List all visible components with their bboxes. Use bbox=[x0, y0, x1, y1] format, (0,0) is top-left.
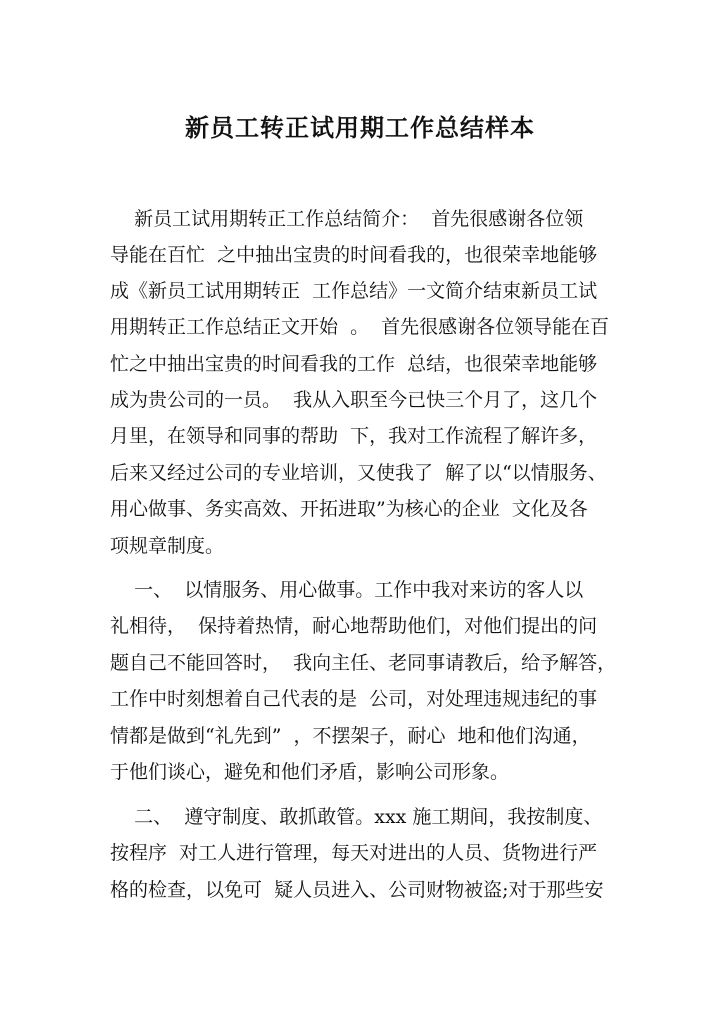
document-title: 新员工转正试用期工作总结样本 bbox=[185, 114, 535, 142]
body-line: 用期转正工作总结正文开始 。 首先很感谢各位领导能在百 bbox=[110, 316, 610, 338]
body-line: 导能在百忙 之中抽出宝贵的时间看我的，也很荣幸地能够 bbox=[110, 244, 598, 266]
body-line: 于他们谈心，避免和他们矛盾，影响公司形象。 bbox=[110, 761, 510, 783]
body-line: 格的检查，以免可 疑人员进入、公司财物被盗;对于那些安 bbox=[110, 879, 604, 901]
body-line: 题自己不能回答时， 我向主任、老同事请教后，给予解答， bbox=[110, 652, 617, 674]
body-line: 一、 以情服务、用心做事。工作中我对来访的客人以 bbox=[110, 579, 584, 601]
body-line: 成《新员工试用期转正 工作总结》一文简介结束新员工试 bbox=[110, 280, 598, 302]
body-line: 后来又经过公司的专业培训，又使我了 解了以“以情服务、 bbox=[110, 462, 607, 484]
body-line: 新员工试用期转正工作总结简介： 首先很感谢各位领 bbox=[110, 208, 584, 230]
body-line: 成为贵公司的一员。 我从入职至今已快三个月了，这几个 bbox=[110, 389, 598, 411]
body-line: 工作中时刻想着自己代表的是 公司，对处理违规违纪的事 bbox=[110, 688, 598, 710]
body-line: 礼相待， 保持着热情，耐心地帮助他们，对他们提出的问 bbox=[110, 615, 598, 637]
body-line: 按程序 对工人进行管理，每天对进出的人员、货物进行严 bbox=[110, 842, 598, 864]
body-line: 用心做事、务实高效、开拓进取”为核心的企业 文化及各 bbox=[110, 498, 588, 520]
body-line: 情都是做到“礼先到” ，不摆架子，耐心 地和他们沟通， bbox=[110, 725, 591, 747]
body-line: 项规章制度。 bbox=[110, 535, 225, 557]
body-line: 忙之中抽出宝贵的时间看我的工作 总结，也很荣幸地能够 bbox=[110, 353, 598, 375]
body-line: 月里，在领导和同事的帮助 下，我对工作流程了解许多， bbox=[110, 425, 598, 447]
body-line: 二、 遵守制度、敢抓敢管。xxx 施工期间，我按制度、 bbox=[110, 806, 603, 828]
